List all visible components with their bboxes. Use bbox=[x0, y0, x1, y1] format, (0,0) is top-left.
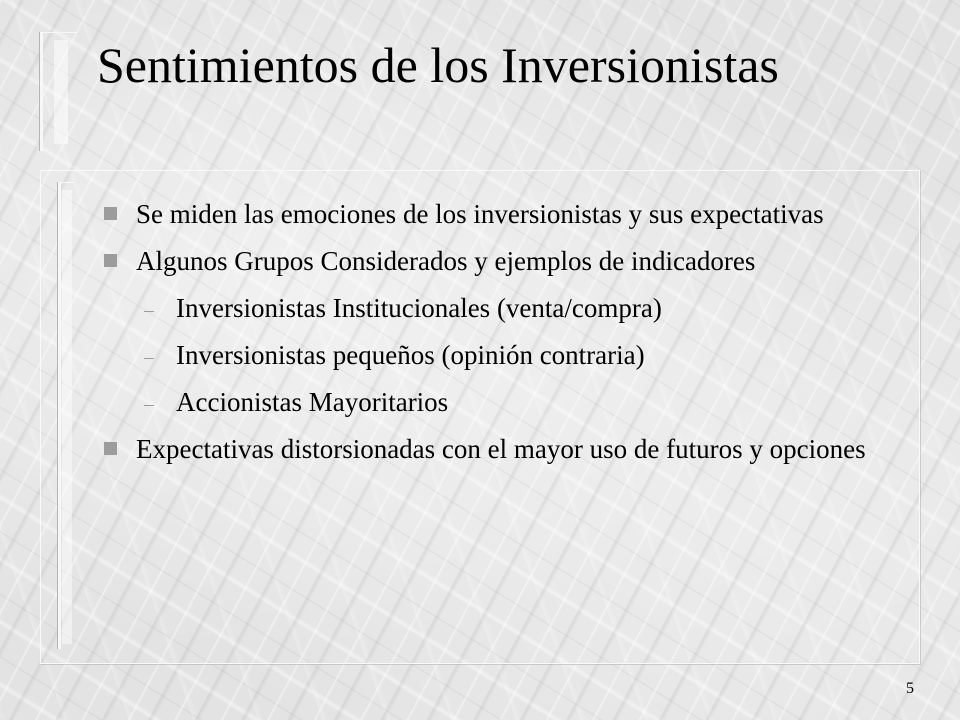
sub-bullet-text: Inversionistas pequeños (opinión contraria) bbox=[176, 340, 645, 370]
sub-bullet-item bbox=[100, 337, 890, 374]
content-frame-highlight bbox=[62, 190, 72, 644]
sub-bullet-text: Accionistas Mayoritarios bbox=[176, 387, 449, 417]
sub-bullet-item bbox=[100, 384, 890, 421]
bullet-text: Algunos Grupos Considerados y ejemplos de indicadores bbox=[136, 246, 756, 276]
square-bullet-icon bbox=[104, 254, 117, 267]
slide-title: Sentimientos de los Inversionistas bbox=[97, 37, 779, 93]
bullet-item bbox=[100, 196, 890, 233]
square-bullet-icon bbox=[104, 207, 117, 220]
title-frame-highlight bbox=[54, 40, 68, 144]
sub-bullet-item bbox=[100, 290, 890, 327]
dash-bullet-icon bbox=[144, 311, 154, 312]
sub-bullet-text: Inversionistas Institucionales (venta/compra) bbox=[176, 293, 662, 323]
bullet-item bbox=[100, 243, 890, 280]
dash-bullet-icon bbox=[144, 358, 154, 359]
dash-bullet-icon bbox=[144, 405, 154, 406]
bullet-text: Se miden las emociones de los inversionistas y sus expectativas bbox=[136, 199, 824, 229]
bullet-text: Expectativas distorsionadas con el mayor uso de futuros y opciones bbox=[136, 434, 866, 464]
bullet-item bbox=[100, 431, 890, 468]
square-bullet-icon bbox=[104, 442, 117, 455]
page-number: 5 bbox=[906, 680, 914, 697]
bullet-list bbox=[100, 196, 890, 478]
